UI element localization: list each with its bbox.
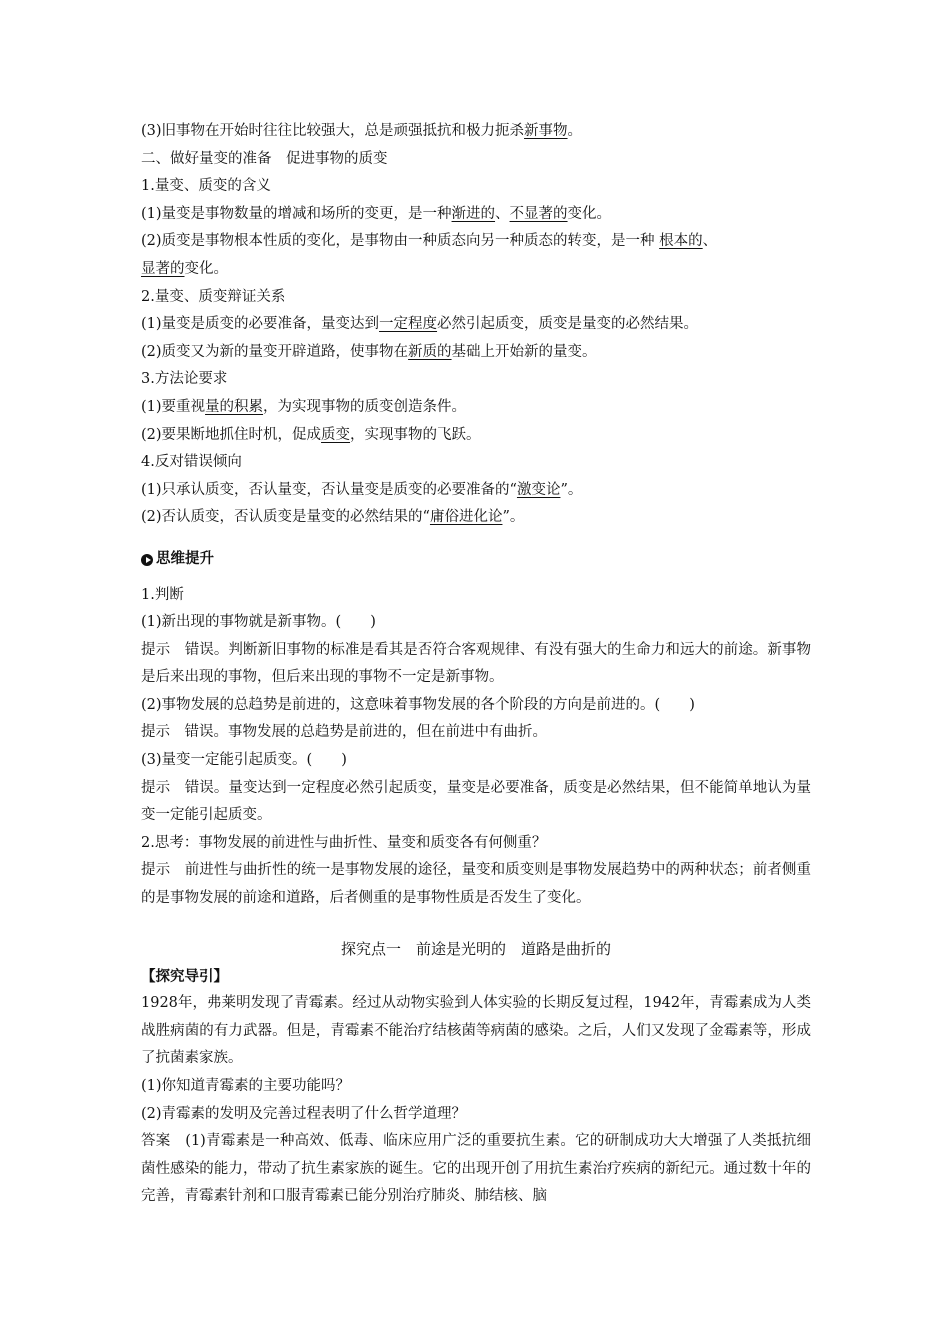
answer-underline: 渐进的 bbox=[451, 205, 496, 222]
play-circle-icon bbox=[141, 554, 153, 566]
explore-title: 探究点一 前途是光明的 道路是曲折的 bbox=[340, 939, 611, 958]
paragraph-line: (2)否认质变，否认质变是量变的必然结果的“庸俗进化论”。 bbox=[141, 509, 525, 526]
judge-question: (1)新出现的事物就是新事物。( ) bbox=[141, 614, 376, 631]
explore-paragraph: 1928年，弗莱明发现了青霉素。经过从动物实验到人体实验的长期反复过程，1942年，青霉素成为人类战胜病菌的有力武器。但是，青霉素不能治疗结核菌等病菌的感染。之后，人们又发现了金霉素等，形成了抗菌素家族。 bbox=[141, 995, 811, 1067]
subsection-heading: 2.量变、质变辩证关系 bbox=[141, 288, 286, 305]
paragraph-line: (1)量变是事物数量的增减和场所的变更，是一种渐进的、不显著的变化。 bbox=[141, 205, 612, 222]
document-page bbox=[141, 118, 811, 1211]
subsection-heading: 3.方法论要求 bbox=[141, 371, 228, 388]
paragraph-line: (1)量变是质变的必要准备，量变达到一定程度必然引起质变，质变是量变的必然结果。 bbox=[141, 316, 699, 333]
explore-guide-label: 【探究导引】 bbox=[141, 967, 228, 985]
answer-underline: 激变论 bbox=[516, 481, 561, 498]
explore-question: (1)你知道青霉素的主要功能吗？ bbox=[141, 1078, 351, 1094]
subsection-heading: 1.量变、质变的含义 bbox=[141, 178, 271, 195]
paragraph-line: (2)要果断地抓住时机，促成质变，实现事物的飞跃。 bbox=[141, 426, 481, 443]
think-question: 2.思考：事物发展的前进性与曲折性、量变和质变各有何侧重？ bbox=[141, 834, 547, 851]
answer-underline: 一定程度 bbox=[379, 316, 438, 333]
answer-underline: 量的积累 bbox=[205, 398, 264, 415]
paragraph-line: (1)要重视量的积累，为实现事物的质变创造条件。 bbox=[141, 398, 467, 415]
explore-question: (2)青霉素的发明及完善过程表明了什么哲学道理？ bbox=[141, 1105, 467, 1122]
answer-underline: 质变 bbox=[321, 426, 351, 443]
old-things-line: (3)旧事物在开始时往往比较强大，总是顽强抵抗和极力扼杀新事物。 bbox=[141, 123, 583, 139]
hint-paragraph: 提示 错误。判断新旧事物的标准是看其是否符合客观规律、有没有强大的生命力和远大的前途。新事物是后来出现的事物，但后来出现的事物不一定是新事物。 bbox=[141, 641, 811, 686]
answer-underline: 新事物 bbox=[524, 123, 568, 139]
answer-underline: 新质的 bbox=[408, 343, 452, 360]
paragraph: (2)质变是事物根本性质的变化，是事物由一种质态向另一种质态的转变，是一种 根本的、 显著的变化。 bbox=[141, 233, 718, 277]
answer-paragraph: 答案 (1)青霉素是一种高效、低毒、临床应用广泛的重要抗生素。它的研制成功大大增强了人类抵抗细菌性感染的能力，带动了抗生素家族的诞生。它的出现开创了用抗生素治疗疾病的新纪元。通过数十年的完善，青霉素针剂和口服青霉素已能分别治疗肺炎、肺结核、脑 bbox=[141, 1133, 811, 1205]
section-heading: 二、做好量变的准备 促进事物的质变 bbox=[141, 150, 388, 167]
judge-heading: 1.判断 bbox=[141, 586, 184, 603]
hint-paragraph: 提示 前进性与曲折性的统一是事物发展的途径，量变和质变则是事物发展趋势中的两种状态；前者侧重的是事物发展的前途和道路，后者侧重的是事物性质是否发生了变化。 bbox=[141, 862, 811, 907]
judge-question: (3)量变一定能引起质变。( ) bbox=[141, 752, 347, 769]
answer-underline: 根本的 bbox=[659, 233, 703, 250]
judge-question: (2)事物发展的总趋势是前进的，这意味着事物发展的各个阶段的方向是前进的。( ) bbox=[141, 696, 695, 713]
answer-underline: 庸俗进化论 bbox=[429, 509, 503, 526]
hint-paragraph: 提示 错误。事物发展的总趋势是前进的，但在前进中有曲折。 bbox=[141, 724, 547, 741]
paragraph-line: (2)质变又为新的量变开辟道路，使事物在新质的基础上开始新的量变。 bbox=[141, 343, 597, 360]
answer-underline: 显著的 bbox=[141, 260, 185, 277]
hint-paragraph: 提示 错误。量变达到一定程度必然引起质变，量变是必要准备，质变是必然结果，但不能简单地认为量变一定能引起质变。 bbox=[141, 779, 811, 824]
subsection-heading: 4.反对错误倾向 bbox=[141, 454, 242, 471]
thinking-heading: 思维提升 bbox=[141, 546, 811, 574]
answer-underline: 不显著的 bbox=[509, 205, 568, 222]
paragraph-line: (1)只承认质变，否认量变，否认量变是质变的必要准备的“激变论”。 bbox=[141, 481, 583, 498]
